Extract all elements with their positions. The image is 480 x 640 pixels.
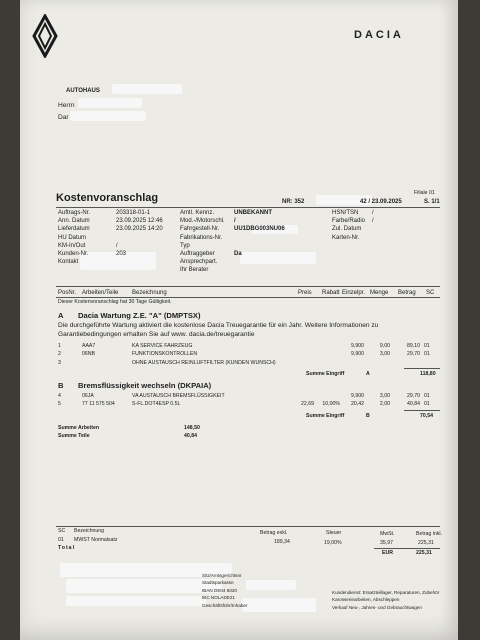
row-amount: 89,10 <box>407 343 420 349</box>
recipient-salutation: Herrn <box>58 102 75 109</box>
currency-label: EUR <box>382 550 393 556</box>
row-sc: 01 <box>424 351 430 358</box>
row-pos: 4 <box>58 393 61 399</box>
section-a-desc-2: Garantiebedingungen erhalten Sie auf www. dacia.de/treuegarantie <box>58 331 255 338</box>
recipient-name: Dar <box>58 114 69 121</box>
redaction <box>242 598 316 612</box>
row-unit: 9,900 <box>351 351 364 358</box>
info-right-label: Farbe/Radio <box>332 218 366 225</box>
footer-right-line: Kundendienst: Ersatzteillager, Reparaturen, Zubehör <box>332 590 440 595</box>
info-left-value: 23.09.2025 14:20 <box>116 226 163 233</box>
info-mid-label: Ihr Berater <box>180 267 209 274</box>
info-mid-label: Amtl. Kennz. <box>180 210 215 216</box>
row-unit: 9,900 <box>351 393 364 399</box>
row-unit: 9,900 <box>351 343 364 349</box>
section-a-sum-value: 118,80 <box>420 371 436 377</box>
row-code: 06NB <box>82 351 95 358</box>
document-date: 42 / 23.09.2025 <box>360 199 402 205</box>
row-qty: 9,00 <box>379 343 390 349</box>
redaction <box>66 596 206 606</box>
document-number: NR: 352 <box>282 199 305 205</box>
redaction <box>246 580 296 590</box>
section-b-sum-letter: B <box>366 413 370 419</box>
info-mid-label: Fabrikations-Nr. <box>180 234 223 241</box>
info-left-label: Lieferdatum <box>58 226 90 233</box>
tax-h-desc: Bezeichnung <box>74 528 104 534</box>
info-mid-label: Mod.-/Motorschl. <box>180 218 225 225</box>
row-qty: 2,00 <box>379 401 390 408</box>
redaction <box>66 579 222 593</box>
validity-note: Dieser Kostenvoranschlag hat 30 Tage Gültigkeit. <box>58 299 172 305</box>
row-pos: 5 <box>58 401 61 408</box>
info-right-label: HSN/TSN <box>332 210 359 216</box>
col-pos: PosNr. <box>58 290 77 296</box>
row-pos: 2 <box>58 351 61 358</box>
sum-parts-value: 40,84 <box>184 433 197 439</box>
row-pos: 3 <box>58 359 61 366</box>
info-left-label: Auftrags-Nr. <box>58 210 91 216</box>
footer-right-line: Verkauf Neu-, Jahres- und Gebrauchtwagen <box>332 604 422 610</box>
info-left-value: 203318-01-1 <box>116 210 151 216</box>
info-left-label: Ann. Datum <box>58 218 90 225</box>
sum-work-value: 148,50 <box>184 425 200 431</box>
info-mid-value: UNBEKANNT <box>234 210 272 216</box>
row-sc: 01 <box>424 401 430 408</box>
row-amount: 29,70 <box>407 351 420 358</box>
tax-h-gross: Betrag inkl. <box>416 531 442 537</box>
row-qty: 3,00 <box>379 351 390 358</box>
info-mid-label: Ansprechpart. <box>180 259 218 266</box>
sum-work-label: Summe Arbeiten <box>58 425 100 431</box>
footer-left-line: IBAN DE04 6020 <box>202 587 237 593</box>
tax-h-net: Betrag exkl. <box>260 530 288 536</box>
sum-parts-label: Summe Teile <box>58 433 90 439</box>
info-left-value: 203 <box>116 251 127 257</box>
redaction <box>70 111 146 121</box>
section-a-title: Dacia Wartung Z.E. "A" (DMPTSX) <box>78 311 201 320</box>
row-unit: 20,42 <box>351 401 364 408</box>
section-b-sum-value: 70,54 <box>420 413 433 419</box>
info-left-label: KM-In/Out <box>58 242 86 249</box>
row-desc: OHNE AUSTAUSCH REINLUFTFILTER (KUNDEN WUNSCH) <box>132 359 276 366</box>
document-page <box>20 0 458 640</box>
footer-left-line: Sitz/Amtsgerichtsnr <box>202 573 242 578</box>
info-right-value: / <box>372 218 374 225</box>
info-mid-value: / <box>234 218 236 225</box>
info-left-value: / <box>116 242 118 249</box>
recipient-company: AUTOHAUS <box>66 88 100 94</box>
dacia-logo: DACIA <box>354 29 404 41</box>
renault-logo-icon <box>32 14 58 58</box>
col-discount: Rabatt <box>322 290 340 296</box>
row-code: 06JA <box>82 393 94 399</box>
redaction <box>112 84 182 94</box>
section-a-letter: A <box>58 311 64 320</box>
redaction <box>240 252 316 264</box>
page-number: S. 1/1 <box>424 199 440 205</box>
info-mid-label: Auftraggeber <box>180 251 215 257</box>
total-label: Total <box>58 545 76 551</box>
branch-label: Filiale 01 <box>414 190 435 196</box>
tax-row-desc: MWST Normalsatz <box>74 537 118 543</box>
info-right-value: / <box>372 210 374 216</box>
info-right-label: Zul. Datum <box>332 226 362 233</box>
col-amount: Betrag <box>398 290 416 296</box>
section-b-letter: B <box>58 381 64 390</box>
tax-h-vat: MwSt. <box>380 531 395 537</box>
info-left-label: Kunden-Nr. <box>58 251 89 257</box>
row-amount: 29,70 <box>407 393 420 399</box>
row-desc: FUNKTIONSKONTROLLEN <box>132 351 198 358</box>
info-mid-label: Fahrgestell-Nr. <box>180 226 220 233</box>
tax-row-net: 189,34 <box>274 539 290 545</box>
col-sc: SC <box>426 290 435 296</box>
row-desc: KA SERVICE FAHRZEUG <box>132 343 193 349</box>
tax-h-tax: Steuer <box>326 530 342 536</box>
section-b-title: Bremsflüssigkeit wechseln (DKPAIA) <box>78 381 212 390</box>
row-code: AAA7 <box>82 343 96 349</box>
row-amount: 40,84 <box>407 401 420 408</box>
row-sc: 01 <box>424 343 430 349</box>
section-a-sum-letter: A <box>366 371 370 377</box>
info-mid-value: UU1DBG003NU06 <box>234 226 285 233</box>
info-left-label: Kontakt <box>58 259 79 266</box>
redaction <box>78 98 142 108</box>
col-desc: Bezeichnung <box>132 290 167 296</box>
info-right-label: Karten-Nr. <box>332 234 360 241</box>
section-a-desc-1: Die durchgeführte Wartung aktiviert die kostenlose Dacia Treuegarantie für ein Jahr. Weitere Informationen zu <box>58 322 379 329</box>
row-pos: 1 <box>58 343 61 349</box>
col-work: Arbeiten/Teile <box>82 290 119 296</box>
row-price: 22,69 <box>301 401 314 408</box>
section-b-sum-label: Summe Eingriff <box>306 413 345 419</box>
info-mid-value: Da <box>234 251 242 257</box>
col-unit: Einzelpr. <box>342 290 366 296</box>
footer-left-line: BIC NOLADE21 <box>202 595 235 601</box>
document-title: Kostenvoranschlag <box>56 192 159 204</box>
row-desc: VA AUSTAUSCH BREMSFLÜSSIGKEIT <box>132 393 225 399</box>
col-price: Preis <box>298 290 312 296</box>
tax-row-gross: 225,31 <box>418 540 434 546</box>
col-qty: Menge <box>370 290 389 296</box>
row-qty: 3,00 <box>379 393 390 399</box>
row-discount: 10,00% <box>322 401 340 408</box>
total-value: 225,31 <box>416 550 432 556</box>
row-desc: S-FL.DOT4ESP 0.5L <box>132 401 181 408</box>
row-sc: 01 <box>424 393 430 399</box>
tax-row-rate: 19,00% <box>324 540 342 546</box>
info-left-value: 23.09.2025 12:46 <box>116 218 163 225</box>
tax-row-sc: 01 <box>58 537 64 543</box>
info-mid-label: Typ <box>180 242 190 249</box>
footer-left-line: Stadtsparkasse <box>202 580 234 586</box>
footer-left-line: Geschäftsführ/Inhaber <box>202 602 248 608</box>
info-left-label: HU Datum <box>58 234 87 241</box>
footer-right-line: Karosseriearbeiten, Abschleppen <box>332 597 400 603</box>
row-code: 77 11 575 504 <box>82 401 115 408</box>
tax-row-vat: 35,97 <box>380 540 393 546</box>
section-a-sum-label: Summe Eingriff <box>306 371 345 377</box>
tax-h-sc: SC <box>58 528 66 534</box>
